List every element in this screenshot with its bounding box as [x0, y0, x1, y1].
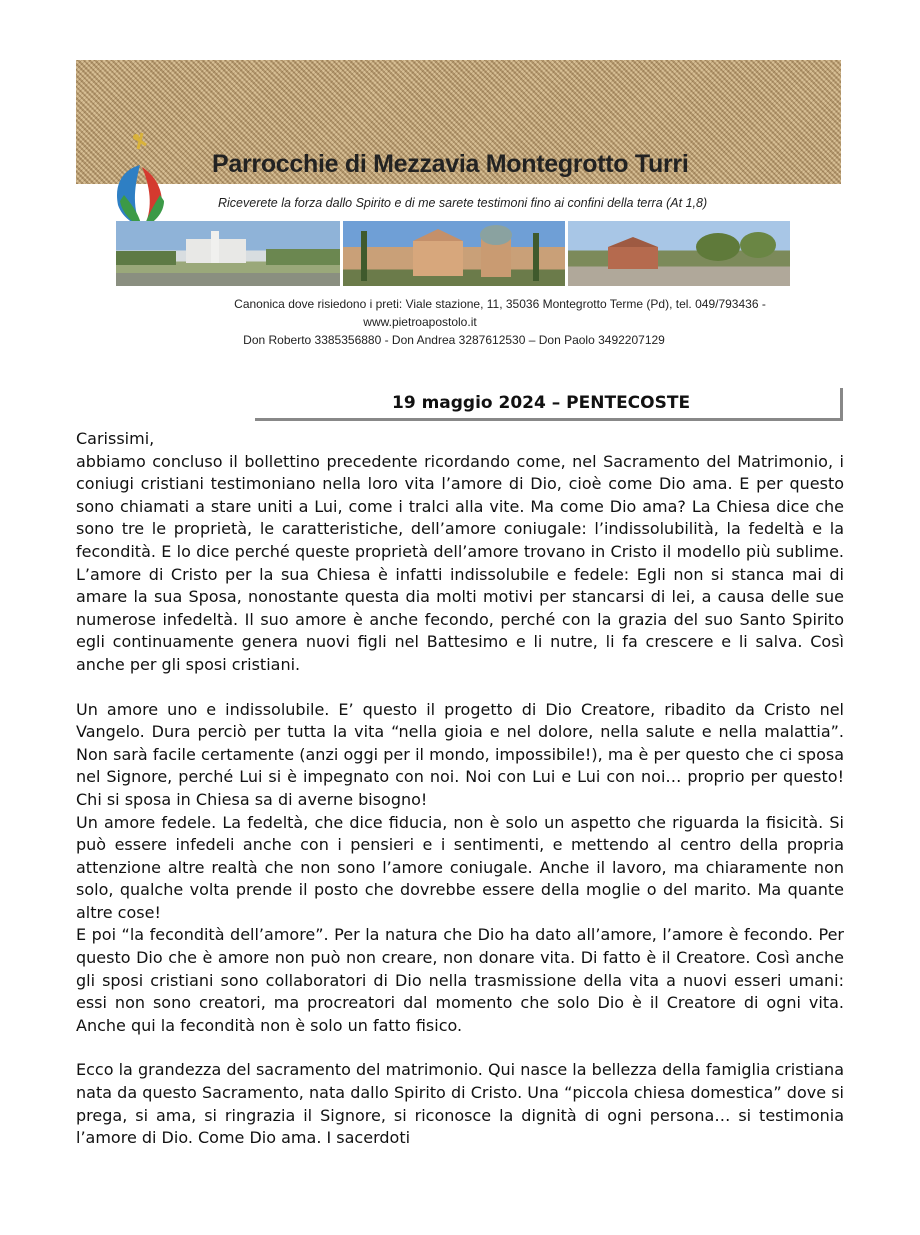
church-photo-montegrotto — [343, 221, 565, 286]
letter-paragraph: E poi “la fecondità dell’amore”. Per la natura che Dio ha dato all’amore, l’amore è fecondo. Per questo Dio che è amore non può non creare, non donare vita. Di fatto è il Creatore. Così anche gli sposi cristiani sono collaboratori di Dio nella trasmissione della vita a nuovi esseri umani: essi non sono creatori, ma procreatori dal momento che solo Dio è il Creatore di ogni vita. Anche qui la fecondità non è solo un fatto fisico. — [76, 925, 844, 1035]
parish-logo-icon — [112, 125, 172, 235]
letter-greeting: Carissimi, — [76, 429, 155, 448]
letter-paragraph: Ecco la grandezza del sacramento del matrimonio. Qui nasce la bellezza della famiglia cristiana nata da questo Sacramento, nata dallo Spirito di Cristo. Una “piccola chiesa domestica” dove si prega, si ama, si ringrazia il Signore, si riconosce la dignità di ogni persona… si testimonia l’amore di Dio. Come Dio ama. I sacerdoti — [76, 1060, 844, 1148]
letter-paragraph: abbiamo concluso il bollettino precedente ricordando come, nel Sacramento del Matrimonio, i coniugi cristiani testimoniano nella loro vita l’amore di Dio, cioè come Dio ama. E per questo sono chiamati a stare uniti a Lui, come i tralci alla vite. Ma come Dio ama? La Chiesa dice che sono tre le proprietà, le caratteristiche, dell’amore coniugale: l’indissolubilità, la fedeltà e la fecondità. E lo dice perché queste proprietà dell’amore trovano in Cristo il modello più sublime. L’amore di Cristo per la sua Chiesa è infatti indissolubile e fedele: Egli non si stanca mai di amare la sua Sposa, nonostante questa dia molti motivi per stancarsi di lei, a causa delle sue numerose infedeltà. Il suo amore è anche fecondo, perché con la grazia del suo Santo Spirito egli continuamente genera nuovi figli nel Battesimo e li nutre, li fa crescere e li salva. Così anche per gli sposi cristiani. — [76, 451, 844, 674]
parish-motto: Riceverete la forza dallo Spirito e di me sarete testimoni fino ai confini della terra (At 1,8) — [218, 196, 708, 210]
contact-priests-phones: Don Roberto 3385356880 - Don Andrea 3287612530 – Don Paolo 3492207129 — [243, 333, 665, 347]
church-photo-mezzavia — [116, 221, 340, 286]
contact-address: Canonica dove risiedono i preti: Viale stazione, 11, 35036 Montegrotto Terme (Pd), tel. 049/793436 - — [234, 297, 766, 311]
parish-title: Parrocchie di Mezzavia Montegrotto Turri — [212, 150, 689, 178]
date-heading: 19 maggio 2024 – PENTECOSTE — [392, 393, 691, 413]
church-photo-turri — [568, 221, 790, 286]
letter-paragraph: Un amore fedele. La fedeltà, che dice fiducia, non è solo un aspetto che riguarda la fisicità. Si può essere infedeli anche con i pensieri e i sentimenti, e mettendo al centro della propria attenzione altre realtà che non sono l’amore coniugale. Anche il lavoro, ma chiaramente non solo, qualche volta prende il posto che dovrebbe essere della moglie o del marito. Ma quante altre cose! — [76, 812, 844, 922]
contact-website: www.pietroapostolo.it — [363, 315, 477, 329]
letter-paragraph: Un amore uno e indissolubile. E’ questo il progetto di Dio Creatore, ribadito da Cristo nel Vangelo. Dura perciò per tutta la vita “nella gioia e nel dolore, nella salute e nella malattia”. Non sarà facile certamente (anzi oggi per il mondo, impossibile!), ma è per questo che ci sposa nel Signore, perché Lui si è impegnato con noi. Noi con Lui e Lui con noi… proprio per questo! Chi si sposa in Chiesa sa di averne bisogno! — [76, 699, 844, 809]
letter-body — [76, 428, 844, 1150]
